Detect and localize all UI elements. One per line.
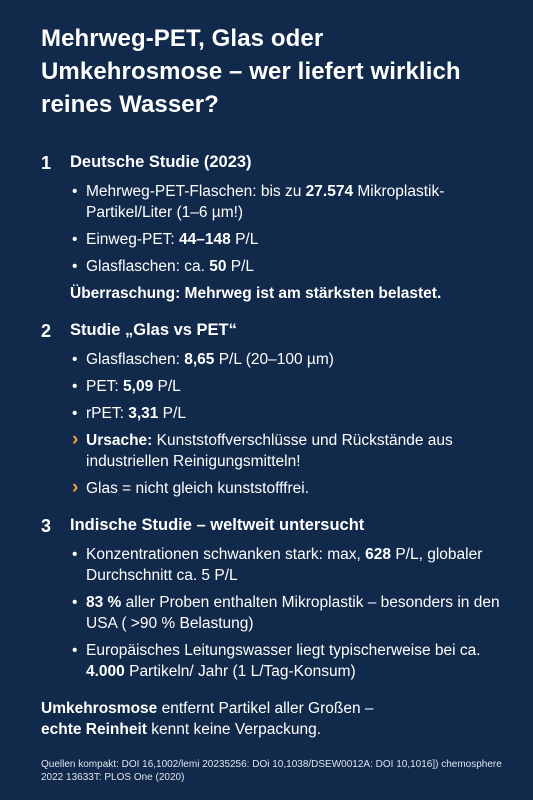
list-item: • rPET: 3,31 P/L [70,403,509,424]
list-item: • Glasflaschen: ca. 50 P/L [70,256,509,277]
item-list [70,349,509,499]
list-item: • Europäisches Leitungswasser liegt typischerweise bei ca. 4.000 Partikeln/ Jahr (1 L/Tag-Konsum) [70,640,509,682]
section-number: 1 [41,153,52,173]
list-item: • Konzentrationen schwanken stark: max, 628 P/L, globaler Durchschnitt ca. 5 P/L [70,544,509,586]
sources-footnote: Quellen kompakt: DOI 16,1002/lemi 20235256: DOi 10,1038/DSEW0012A: DOI 10,1016]) chemosphere 2022 13633T: PLOS One (2020) [41,759,502,783]
section-title: Deutsche Studie (2023) [70,153,252,171]
item-list [70,181,509,277]
section-number: 2 [41,321,52,341]
list-item: • Mehrweg-PET-Flaschen: bis zu 27.574 Mikroplastik-Partikel/Liter (1–6 µm!) [70,181,509,223]
item-list [70,544,509,682]
section-1 [41,151,509,304]
list-item: • PET: 5,09 P/L [70,376,509,397]
section-3 [41,514,509,682]
arrow-list-item: › Ursache: Kunststoffverschlüsse und Rückstände aus industriellen Reinigungsmitteln! [70,430,509,472]
arrow-list-item: › Glas = nicht gleich kunststofffrei. [70,478,509,499]
section-number: 3 [41,516,52,536]
conclusion: Umkehrosmose entfernt Partikel aller Großen – echte Reinheit kennt keine Verpackung. [41,700,374,738]
list-item: • Glasflaschen: 8,65 P/L (20–100 µm) [70,349,509,370]
list-item: • Einweg-PET: 44–148 P/L [70,229,509,250]
section-title: Indische Studie – weltweit untersucht [70,516,365,534]
section-2 [41,319,509,499]
page-title: Mehrweg-PET, Glas oder Umkehrosmose – wer liefert wirklich reines Wasser? [41,25,461,118]
section-title: Studie „Glas vs PET“ [70,321,237,339]
surprise-note: Überraschung: Mehrweg ist am stärksten belastet. [70,285,442,302]
list-item: • 83 % aller Proben enthalten Mikroplastik – besonders in den USA ( >90 % Belastung) [70,592,509,634]
